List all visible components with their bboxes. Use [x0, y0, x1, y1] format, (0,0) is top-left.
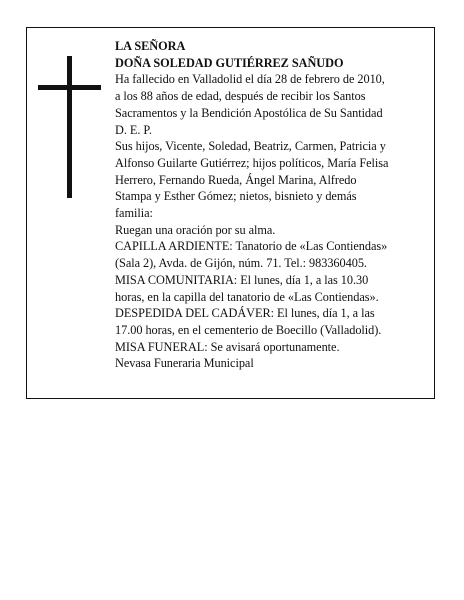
notice-line: Sacramentos y la Bendición Apostólica de Su Santidad [115, 105, 383, 120]
notice-line: horas, en la capilla del tanatorio de «Las Contiendas». [115, 289, 379, 304]
notice-line: CAPILLA ARDIENTE: Tanatorio de «Las Contiendas» [115, 239, 388, 254]
cross-icon-horizontal-bar [38, 85, 101, 90]
obituary-notice [26, 27, 435, 399]
notice-heading: LA SEÑORA [115, 39, 186, 53]
notice-line: a los 88 años de edad, después de recibir los Santos [115, 89, 366, 104]
notice-line: Sus hijos, Vicente, Soledad, Beatriz, Carmen, Patricia y [115, 139, 386, 154]
notice-line: (Sala 2), Avda. de Gijón, núm. 71. Tel.: 983360405. [115, 256, 367, 271]
notice-line: Herrero, Fernando Rueda, Ángel Marina, Alfredo [115, 172, 357, 187]
notice-line: MISA COMUNITARIA: El lunes, día 1, a las 10.30 [115, 272, 369, 287]
notice-line: 17.00 horas, en el cementerio de Boecillo (Valladolid). [115, 322, 382, 337]
cross-icon-vertical-bar [67, 56, 72, 198]
notice-line: Alfonso Guilarte Gutiérrez; hijos políticos, María Felisa [115, 155, 389, 170]
notice-line: Nevasa Funeraria Municipal [115, 356, 254, 371]
notice-line: MISA FUNERAL: Se avisará oportunamente. [115, 339, 340, 354]
notice-line: familia: [115, 206, 153, 221]
notice-line: Ruegan una oración por su alma. [115, 222, 276, 237]
notice-line: DESPEDIDA DEL CADÁVER: El lunes, día 1, a las [115, 306, 375, 321]
notice-line: Ha fallecido en Valladolid el día 28 de febrero de 2010, [115, 72, 385, 87]
notice-text [115, 38, 427, 372]
deceased-name: DOÑA SOLEDAD GUTIÉRREZ SAÑUDO [115, 55, 344, 70]
notice-line: Stampa y Esther Gómez; nietos, bisnieto y demás [115, 189, 357, 204]
notice-line: D. E. P. [115, 122, 152, 137]
